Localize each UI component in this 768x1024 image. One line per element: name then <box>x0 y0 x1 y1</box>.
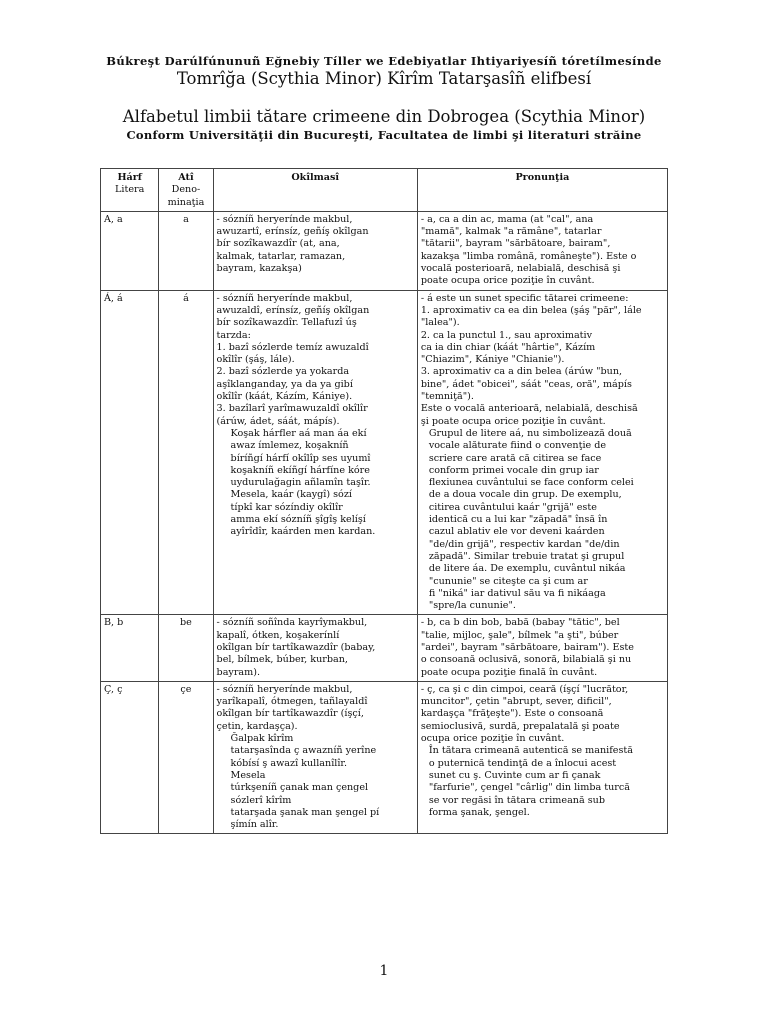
reading-line: bír sozîkawazdîr. Tellafuzî úş <box>216 317 357 329</box>
reading-line: 1. bazî sózlerde temíz awuzaldî <box>216 341 369 353</box>
column-header-pronunciation <box>417 169 667 212</box>
pronunciation-line: 3. aproximativ ca a din belea (árúw "bun, <box>420 366 623 378</box>
reading-line: Mesela, kaár (kaygî) sózí <box>230 489 352 501</box>
pronunciation-cell <box>417 211 667 290</box>
pronunciation-line: ocupa orice poziţie în cuvânt. <box>420 733 565 745</box>
reading-line: tatarşada şanak man şengel pí <box>230 806 380 818</box>
table-row <box>101 681 668 834</box>
pronunciation-line: şi poate ocupa orice poziţie în cuvânt. <box>420 415 606 427</box>
pronunciation-line: bine", ádet "obicei", sáát "ceas, oră", mápís <box>420 378 632 390</box>
reading-cell <box>213 681 417 834</box>
header-title-tatar: Tomrîğa (Scythia Minor) Kîrîm Tatarşasîñ elifbesí <box>176 69 592 88</box>
header-pronuntia: Pronunţia <box>515 172 570 183</box>
pronunciation-line: flexiunea cuvântului se face conform celei <box>428 477 634 489</box>
reading-line: Mesela <box>230 769 266 781</box>
pronunciation-line: "lalea"). <box>420 317 460 329</box>
pronunciation-line: o puternică tendinţă de a înlocui acest <box>428 757 617 769</box>
header-university-romanian: Conform Universităţii din Bucureşti, Facultatea de limbi şi literaturi străine <box>126 128 642 142</box>
reading-line: aşîklanganday, ya da ya gibí <box>216 378 353 390</box>
pronunciation-line: fi "niká" iar dativul său va fi nikáaga <box>428 587 606 599</box>
pronunciation-line: de litere áa. De exemplu, cuvântul nikáa <box>428 563 626 575</box>
reading-line: ayîrîdîr, kaárden men kardan. <box>230 526 376 538</box>
pronunciation-line: forma şanak, şengel. <box>428 806 530 818</box>
pronunciation-line: poate ocupa poziţie finală în cuvânt. <box>420 666 598 678</box>
letter-cell: B, b <box>101 615 159 681</box>
reading-line: Koşak hárfler aá man áa ekí <box>230 427 367 439</box>
reading-line: bíríñgí hárfí okîlîp ses uyumî <box>230 452 371 464</box>
pronunciation-cell <box>417 681 667 834</box>
pronunciation-line: conform primei vocale din grup iar <box>428 464 599 476</box>
column-header-name <box>159 169 213 212</box>
pronunciation-line: ca ia din chiar (káát "hârtie", Kázím <box>420 341 596 353</box>
header-university-tatar: Búkreşt Darúlfúnunuñ Eğnebiy Tíller we Edebiyatlar Ihtiyariyesíñ tóretílmesínde <box>106 54 662 68</box>
reading-line: amma ekí sózníñ şîgîş kelíşí <box>230 514 366 526</box>
reading-line: okîlîr (şáş, lále). <box>216 354 295 366</box>
reading-line: - sózníñ soñînda kayrîymakbul, <box>216 617 368 629</box>
pronunciation-line: - a, ca a din ac, mama (at "cal", ana <box>420 213 594 225</box>
reading-line: awuzartî, erínsíz, geñíş okîlgan <box>216 226 369 238</box>
reading-line: - sózníñ heryerínde makbul, <box>216 292 353 304</box>
pronunciation-line: În tătara crimeană autentică se manifestă <box>428 745 633 757</box>
header-at: Atî <box>178 172 194 183</box>
reading-line: bír sozîkawazdîr (at, ana, <box>216 238 340 250</box>
pronunciation-line: zăpadă". Similar trebuie tratat şi grupul <box>428 550 625 562</box>
reading-cell <box>213 290 417 615</box>
table-row <box>101 290 668 615</box>
pronunciation-cell <box>417 615 667 681</box>
pronunciation-line: - ç, ca şi c din cimpoi, ceară (íşçí "lucrător, <box>420 683 629 695</box>
header-deno: Deno- <box>171 184 201 196</box>
pronunciation-line: poate ocupa orice poziţie în cuvânt. <box>420 275 595 287</box>
pronunciation-line: scriere care arată că citirea se face <box>428 452 602 464</box>
name-cell: a <box>159 211 213 290</box>
pronunciation-line: kazakşa "limba română, româneşte"). Este o <box>420 250 637 262</box>
reading-line: 3. bazîlarî yarîmawuzaldî okîlîr <box>216 403 368 415</box>
pronunciation-line: "spre/la cununie". <box>428 600 516 612</box>
pronunciation-line: 1. aproximativ ca ea din belea (şáş "păr", lále <box>420 304 642 316</box>
pronunciation-line: cazul ablativ ele vor deveni kaárden <box>428 526 605 538</box>
reading-line: - sózníñ heryerínde makbul, <box>216 213 353 225</box>
column-header-letter <box>101 169 159 212</box>
reading-line: okîlgan bír tartîkawazdîr (íşçí, <box>216 708 364 720</box>
reading-line: şímín alîr. <box>230 819 279 831</box>
pronunciation-line: "de/din grijă", respectiv kardan "de/din <box>428 538 620 550</box>
pronunciation-line: vocale alăturate fiind o convenţie de <box>428 440 607 452</box>
pronunciation-cell <box>417 290 667 615</box>
reading-line: túrkşeníñ çanak man çengel <box>230 782 369 794</box>
reading-line: típkî kar sózíndiy okîlîr <box>230 501 343 513</box>
pronunciation-line: de a doua vocale din grup. De exemplu, <box>428 489 622 501</box>
alphabet-table <box>100 168 668 834</box>
name-cell: çe <box>159 681 213 834</box>
letter-cell: Ç, ç <box>101 681 159 834</box>
reading-line: bayram, kazakşa) <box>216 263 302 275</box>
reading-line: - sózníñ heryerínde makbul, <box>216 683 353 695</box>
table-row <box>101 615 668 681</box>
table-header-row <box>101 169 668 212</box>
pronunciation-line: identică cu a lui kar "zăpadă" însă în <box>428 514 608 526</box>
pronunciation-line: "tătarii", bayram "sărbătoare, bairam", <box>420 238 611 250</box>
reading-line: awuzaldî, erínsíz, geñíş okîlgan <box>216 304 370 316</box>
reading-line: kalmak, tatarlar, ramazan, <box>216 250 346 262</box>
reading-line: çetin, kardaşça). <box>216 720 298 732</box>
reading-line: Ğalpak kîrîm <box>230 733 294 745</box>
pronunciation-line: - b, ca b din bob, babă (babay "tătic", bel <box>420 617 620 629</box>
name-cell: á <box>159 290 213 615</box>
reading-line: okîlîr (káát, Kázím, Kániye). <box>216 391 353 403</box>
pronunciation-line: "talie, mijloc, şale", bílmek "a şti", búber <box>420 629 619 641</box>
pronunciation-line: kardaşça "frăţeşte"). Este o consoană <box>420 708 604 720</box>
reading-line: bayram). <box>216 666 261 678</box>
reading-line: sózlerî kîrîm <box>230 794 292 806</box>
pronunciation-line: "cununie" se citeşte ca şi cum ar <box>428 575 588 587</box>
column-header-reading <box>213 169 417 212</box>
pronunciation-line: citirea cuvântului kaár "grijă" este <box>428 501 597 513</box>
table-row <box>101 211 668 290</box>
reading-cell <box>213 211 417 290</box>
reading-line: tatarşasînda ç awazníñ yerîne <box>230 745 377 757</box>
pronunciation-line: - á este un sunet specific tătarei crimeene: <box>420 292 629 304</box>
letter-cell: Á, á <box>101 290 159 615</box>
pronunciation-line: muncitor", çetin "abrupt, sever, dificil", <box>420 696 612 708</box>
pronunciation-line: "temniţă"). <box>420 391 474 403</box>
reading-line: bel, bílmek, búber, kurban, <box>216 654 348 666</box>
header-litera: Litera <box>115 184 145 196</box>
pronunciation-line: o consoană oclusivă, sonoră, bilabială şi nu <box>420 654 632 666</box>
reading-line: awaz ímlemez, koşakníñ <box>230 440 349 452</box>
pronunciation-line: 2. ca la punctul 1., sau aproximativ <box>420 329 593 341</box>
reading-line: uydurulağagin añlamîn taşîr. <box>230 477 371 489</box>
reading-cell <box>213 615 417 681</box>
pronunciation-line: "ardei", bayram "sărbătoare, bairam"). Este <box>420 641 634 653</box>
reading-line: yarîkapalî, ótmegen, tañlayaldî <box>216 696 368 708</box>
reading-line: kóbísí ş awazî kullanîlîr. <box>230 757 347 769</box>
pronunciation-line: vocală posterioară, nelabială, deschisă şi <box>420 263 621 275</box>
header-minatia: minaţia <box>167 196 205 208</box>
reading-line: kapalî, ótken, koşakerínlí <box>216 629 340 641</box>
table-body <box>101 211 668 834</box>
reading-line: (árúw, ádet, sáát, mápís). <box>216 415 340 427</box>
pronunciation-line: sunet cu ş. Cuvinte cum ar fi çanak <box>428 769 601 781</box>
header-okilmasi: Okîlmasî <box>291 172 340 183</box>
header-title-romanian: Alfabetul limbii tătare crimeene din Dobrogea (Scythia Minor) <box>122 107 646 126</box>
pronunciation-line: "Chiazim", Kániye "Chianie"). <box>420 354 565 366</box>
pronunciation-line: se vor regăsi în tătara crimeană sub <box>428 794 605 806</box>
header-harf: Hárf <box>117 172 142 183</box>
reading-line: okîlgan bír tartîkawazdîr (babay, <box>216 641 376 653</box>
pronunciation-line: semioclusivă, surdă, prepalatală şi poate <box>420 720 620 732</box>
pronunciation-line: "farfurie", çengel "cârlig" din limba turcă <box>428 782 630 794</box>
page-number: 1 <box>379 963 389 979</box>
reading-line: 2. bazî sózlerde ya yokarda <box>216 366 350 378</box>
pronunciation-line: Grupul de litere aá, nu simbolizează două <box>428 427 632 439</box>
name-cell: be <box>159 615 213 681</box>
pronunciation-line: "mamă", kalmak "a rămâne", tatarlar <box>420 226 602 238</box>
pronunciation-line: Este o vocală anterioară, nelabială, deschisă <box>420 403 638 415</box>
letter-cell: A, a <box>101 211 159 290</box>
reading-line: tarzda: <box>216 329 251 341</box>
reading-line: koşakníñ ekíñgí hárfíne kóre <box>230 464 370 476</box>
